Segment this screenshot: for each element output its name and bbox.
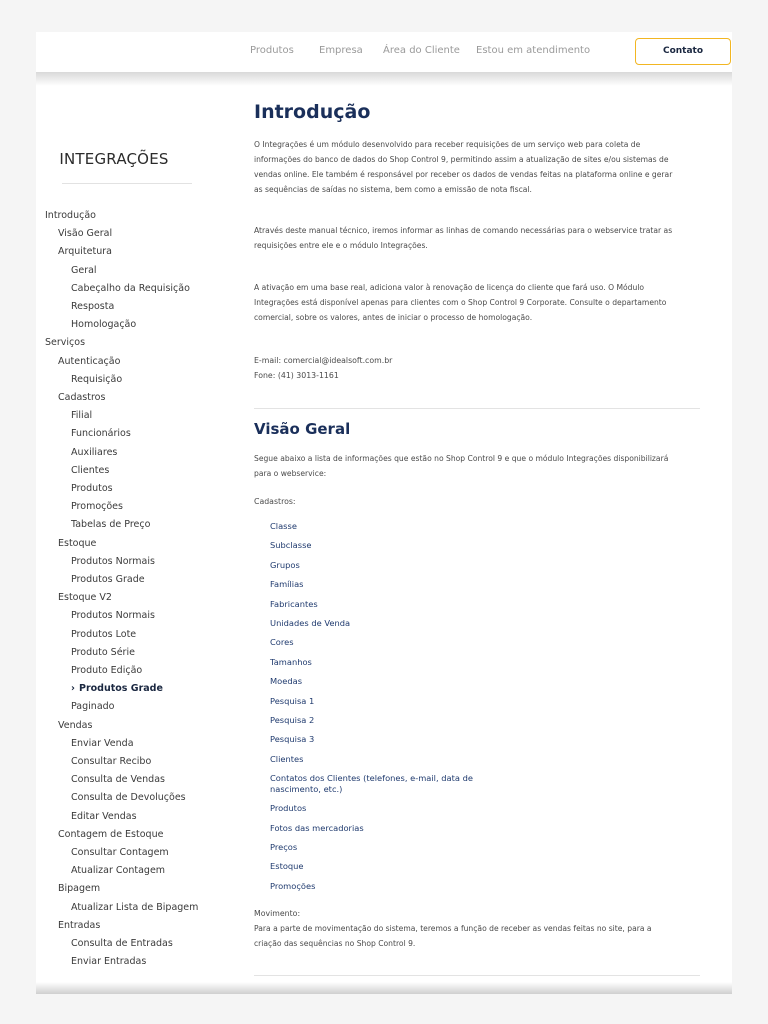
contact-button[interactable]: Contato [635,38,731,65]
section-divider [254,408,700,409]
header-shadow [36,72,732,86]
sidebar-item[interactable] [71,902,198,913]
cadastro-link[interactable]: Produtos [270,803,307,814]
sidebar-item-label: Serviços [45,337,86,349]
section-divider-bottom [254,975,700,976]
sidebar-item[interactable] [58,920,100,931]
sidebar-item-label: Paginado [71,701,115,713]
sidebar-item[interactable] [71,428,131,439]
contact-email: E-mail: comercial@idealsoft.com.br [254,356,393,365]
top-navbar [36,32,732,73]
sidebar-item[interactable] [58,883,100,894]
contact-phone: Fone: (41) 3013-1161 [254,371,339,380]
sidebar-item-label: Estoque V2 [58,592,112,604]
sidebar-item[interactable] [58,228,112,239]
sidebar-item-label: Arquitetura [58,246,112,258]
sidebar-item-label: Enviar Venda [71,737,134,749]
sidebar-item[interactable] [71,374,122,385]
sidebar-item-label: Editar Vendas [71,810,137,822]
sidebar-item-label: Consulta de Vendas [71,774,165,786]
cadastro-link[interactable]: Tamanhos [270,656,312,667]
sidebar-item-label: Consultar Contagem [71,847,169,858]
sidebar-item-label: Estoque [58,537,97,549]
sidebar-item[interactable] [58,538,96,549]
sidebar-item-label: Produto Série [71,646,135,658]
sidebar-item-label: Enviar Entradas [71,956,147,968]
sidebar-item-label: Cabeçalho da Requisição [71,282,190,294]
sidebar-item[interactable] [71,483,113,494]
sidebar-item-label: Consulta de Entradas [71,938,173,949]
cadastro-link[interactable]: Fotos das mercadorias [270,822,364,833]
cadastro-link[interactable]: Pesquisa 3 [270,734,315,745]
sidebar-item-label: Produtos Grade [79,683,163,695]
sidebar-item-label: Filial [71,410,93,422]
cadastro-link[interactable]: Moedas [270,676,303,687]
sidebar-item[interactable] [71,301,114,312]
cadastro-link[interactable]: Cores [270,637,294,648]
sidebar-item[interactable] [71,847,169,858]
sidebar-item-label: Introdução [45,210,96,221]
sidebar-item-label: Consulta de Devoluções [71,792,186,804]
overview-title: Visão Geral [254,420,351,438]
sidebar-item[interactable] [71,738,134,749]
sidebar-item-label: Tabelas de Preço [71,519,151,531]
cadastro-link[interactable]: Grupos [270,559,300,570]
cadastro-link[interactable]: Pesquisa 2 [270,715,315,725]
sidebar-item[interactable] [45,210,96,221]
sidebar-title: INTEGRAÇÕES [59,150,169,168]
sidebar-item[interactable] [58,392,105,403]
sidebar-item-label: Autenticação [58,355,121,367]
sidebar-item[interactable] [58,829,163,840]
sidebar-item[interactable] [58,720,92,731]
sidebar-item[interactable] [71,519,150,530]
sidebar-item[interactable] [71,556,155,567]
sidebar-item-label: Produto Edição [71,665,143,676]
sidebar-item[interactable] [71,774,165,785]
sidebar-item[interactable] [71,447,117,458]
sidebar-item[interactable] [71,610,155,621]
sidebar-item-label: Produtos Normais [71,555,155,567]
cadastro-link[interactable]: Unidades de Venda [270,618,351,628]
cadastro-link[interactable]: Fabricantes [270,598,318,609]
cadastro-link[interactable]: Subclasse [270,540,312,551]
sidebar-item[interactable] [71,410,92,421]
sidebar-item-label: Requisição [71,373,123,385]
sidebar-item[interactable] [71,501,123,512]
sidebar-item[interactable] [71,938,173,949]
sidebar-item[interactable] [58,246,112,257]
sidebar-item[interactable] [71,956,146,967]
sidebar-item[interactable] [45,337,85,348]
sidebar-divider [62,183,192,184]
cadastro-link[interactable]: Estoque [270,861,304,872]
sidebar-item-label: Bipagem [58,883,101,895]
sidebar-item-label: Contagem de Estoque [58,828,164,840]
sidebar-item-label: Produtos Normais [71,610,155,622]
nav-area-cliente[interactable]: Área do Cliente [383,45,460,56]
sidebar-item-label: Geral [71,264,97,276]
sidebar-item[interactable] [58,592,112,603]
sidebar-item[interactable] [71,665,142,676]
sidebar-item[interactable] [71,792,186,803]
nav-atendimento[interactable]: Estou em atendimento [476,45,591,56]
sidebar-item[interactable] [71,647,135,658]
intro-title: Introdução [254,101,371,123]
sidebar-item-label: Auxiliares [71,446,118,458]
sidebar-item[interactable] [71,865,165,876]
sidebar-item[interactable] [71,756,151,767]
sidebar-item[interactable] [71,701,114,712]
sidebar-item-label: Produtos Lote [71,628,137,640]
sidebar-item-label: Atualizar Contagem [71,865,166,877]
sidebar-item[interactable] [71,465,109,476]
sidebar-item[interactable] [58,356,120,367]
sidebar-item-label: Clientes [71,464,110,476]
sidebar-item-label: Cadastros [58,392,106,403]
cadastro-link[interactable]: Famílias [270,579,304,590]
sidebar-item-label: Promoções [71,501,123,513]
movimento-label: Movimento: [254,909,301,918]
sidebar-item[interactable] [71,574,145,585]
sidebar-item[interactable] [71,683,163,694]
sidebar-item[interactable] [71,629,136,640]
sidebar-item-label: Produtos Grade [71,574,145,585]
nav-empresa[interactable]: Empresa [319,45,363,56]
sidebar-item-label: Funcionários [71,428,131,440]
sidebar-item[interactable] [71,319,136,330]
cadastros-label: Cadastros: [254,497,296,506]
sidebar-item[interactable] [71,811,137,822]
sidebar-item-label: Homologação [71,319,137,331]
footer-shadow [36,982,732,994]
sidebar-item-label: Visão Geral [58,228,113,240]
sidebar-item-label: Resposta [71,301,115,312]
sidebar-item-label: Atualizar Lista de Bipagem [71,901,199,913]
cadastro-link[interactable]: Contatos dos Clientes (telefones, e-mail, data de nascimento, etc.) [270,773,473,795]
cadastro-link[interactable]: Clientes [270,753,304,764]
nav-produtos[interactable]: Produtos [250,45,294,56]
sidebar-item[interactable] [71,265,97,276]
chevron-right-icon: › [71,683,75,695]
cadastro-link[interactable]: Promoções [270,880,316,891]
sidebar-item-label: Produtos [71,483,113,494]
sidebar-item-label: Entradas [58,919,101,931]
sidebar-item-label: Consultar Recibo [71,756,152,767]
cadastro-link[interactable]: Classe [270,521,297,531]
cadastro-link[interactable]: Preços [270,842,298,852]
cadastro-link[interactable]: Pesquisa 1 [270,695,315,706]
sidebar-item[interactable] [71,283,190,294]
sidebar-item-label: Vendas [58,719,93,731]
